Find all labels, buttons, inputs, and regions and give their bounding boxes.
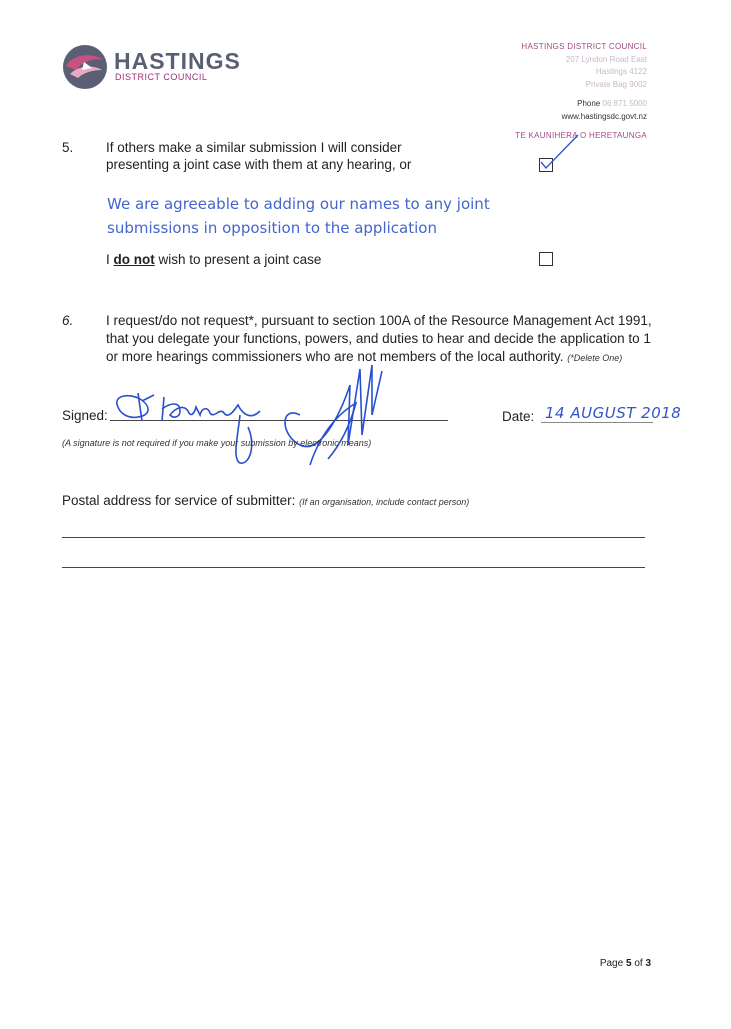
phone-value: 06 871 5000: [602, 99, 647, 108]
item5-line1: If others make a similar submission I will consider: [106, 140, 402, 155]
no-joint-emphasis: do not: [113, 252, 155, 267]
address-phone: [577, 98, 647, 111]
page-label: Page: [599, 958, 624, 969]
council-name: HASTINGS DISTRICT COUNCIL: [521, 42, 647, 51]
address-street: 207 Lyndon Road East: [565, 55, 647, 64]
item5-number: 5.: [62, 140, 74, 155]
signature-note: (A signature is not required if you make your submission by electronic means): [62, 438, 372, 448]
handwritten-note-line1: We are agreeable to adding our names to any joint: [107, 195, 490, 213]
item5-line2: presenting a joint case with them at any hearing, or: [106, 157, 412, 172]
item6-line2: that you delegate your functions, powers, and duties to hear and decide the application to 1: [106, 331, 651, 346]
logo-subtitle: DISTRICT COUNCIL: [115, 72, 208, 82]
of-label: of: [634, 958, 643, 969]
postal-address-row: [62, 492, 469, 511]
page-indicator: [600, 958, 651, 969]
checkmark-icon: [536, 132, 586, 176]
postal-address-note: (If an organisation, include contact person): [299, 497, 470, 507]
council-logo-icon: [62, 44, 108, 90]
no-joint-suffix: wish to present a joint case: [158, 252, 322, 267]
page-total: 3: [645, 958, 651, 969]
date-line: [541, 422, 653, 423]
council-maori-name: TE KAUNIHERA O HERETAUNGA: [515, 131, 647, 140]
handwritten-note-line2: submissions in opposition to the application: [107, 219, 437, 237]
phone-label: Phone: [577, 99, 601, 108]
signature-scribble: [110, 355, 410, 470]
address-city: Hastings 4122: [595, 67, 647, 76]
no-joint-case-checkbox[interactable]: [539, 252, 553, 266]
delete-note: (*Delete One): [567, 353, 623, 363]
no-joint-case-text: [106, 251, 321, 269]
address-private-bag: Private Bag 9002: [585, 80, 647, 89]
signed-label: Signed:: [62, 408, 108, 423]
postal-address-line-1[interactable]: [62, 537, 645, 538]
logo-title: HASTINGS: [114, 48, 241, 74]
date-label: Date:: [502, 409, 535, 424]
website-link[interactable]: www.hastingsdc.govt.nz: [561, 112, 647, 121]
no-joint-prefix: I: [106, 252, 110, 267]
item6-number: 6.: [62, 313, 74, 328]
item6-line1: I request/do not request*, pursuant to section 100A of the Resource Management Act 1991,: [106, 313, 652, 328]
postal-address-label: Postal address for service of submitter:: [62, 493, 296, 508]
item6-line3-text: or more hearings commissioners who are not members of the local authority.: [106, 349, 564, 364]
page-number: 5: [625, 958, 632, 969]
postal-address-line-2[interactable]: [62, 567, 645, 568]
date-value: 14 AUGUST 2018: [545, 404, 682, 422]
